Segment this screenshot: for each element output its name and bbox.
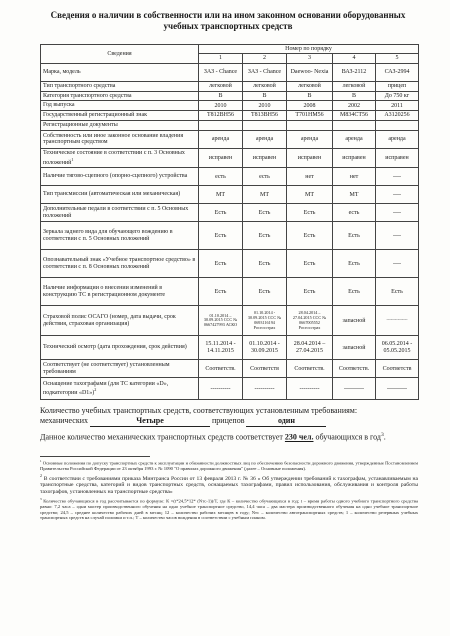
cell-value: есть xyxy=(243,168,287,186)
cell-value: 28.04.2014 – 27.04.2015 ССС № 0667005552 Росгосстрах xyxy=(287,306,333,336)
table-row xyxy=(41,222,419,250)
cell-value xyxy=(199,121,243,131)
row-label xyxy=(41,306,199,336)
summary-line1: Количество учебных транспортных средств, соответствующих установленным требованиям: xyxy=(40,406,358,415)
table-body xyxy=(41,63,419,400)
row-label-text: Категория транспортного средства xyxy=(43,92,132,99)
table-row xyxy=(41,81,419,91)
row-label xyxy=(41,81,199,91)
cell-value: Соответств xyxy=(376,360,419,378)
row-label xyxy=(41,63,199,81)
cell-value: исправен xyxy=(287,148,333,168)
cell-value: исправен xyxy=(376,148,419,168)
row-label-text: Техническое состояние в соответствии с п. 3 Основных положений xyxy=(43,149,185,166)
cell-value: ---------- xyxy=(287,378,333,400)
cell-value: 01.10.2014 – 30.09.2015 ССС № 0667427993 АСКО xyxy=(199,306,243,336)
cell-value: ЗАЗ - Chance xyxy=(243,63,287,81)
row-label-text: Тип трансмиссии (автоматическая или механическая) xyxy=(43,191,181,198)
cell-value: Т813ВН56 xyxy=(243,111,287,121)
row-label-text: Год выпуска xyxy=(43,102,75,109)
col-number: 5 xyxy=(376,54,419,63)
row-label xyxy=(41,204,199,222)
table-row xyxy=(41,204,419,222)
summary-line1-values xyxy=(40,416,418,427)
cell-value: --------------- xyxy=(376,306,419,336)
cell-value: Есть xyxy=(243,250,287,278)
cell-value: аренда xyxy=(243,130,287,148)
table-row xyxy=(41,306,419,336)
cell-value: ---------- xyxy=(199,378,243,400)
row-label-text: Тип транспортного средства xyxy=(43,82,116,89)
table-row xyxy=(41,130,419,148)
cell-value: В xyxy=(199,91,243,101)
row-label-text: Технический осмотр (дата прохождения, срок действия) xyxy=(43,344,187,351)
col-number: 2 xyxy=(243,54,287,63)
cell-value: Есть xyxy=(243,278,287,306)
cell-value: нет xyxy=(333,168,376,186)
row-label-text: Собственность или иное законное основание владения транспортным средством xyxy=(43,132,184,146)
cell-value: ---------- xyxy=(333,378,376,400)
cell-value xyxy=(243,121,287,131)
cell-value: Т701НМ56 xyxy=(287,111,333,121)
table-row xyxy=(41,101,419,111)
row-label-text: Марка, модель xyxy=(43,68,81,75)
summary-students: Данное количество механических транспортных средств соответствует 230 чел. обучающихся в год$^3$. xyxy=(40,432,386,442)
cell-value: исправен xyxy=(333,148,376,168)
row-label-text: Регистрационные документы xyxy=(43,122,118,128)
footnote xyxy=(40,459,418,472)
footnote-mark: 2 xyxy=(94,387,97,393)
table-row xyxy=(41,168,419,186)
cell-value: нет xyxy=(287,168,333,186)
footnote-mark: 1 xyxy=(40,459,42,463)
cell-value: Есть xyxy=(287,250,333,278)
cell-value: Есть xyxy=(287,278,333,306)
cell-value: исправен xyxy=(243,148,287,168)
cell-value: МТ xyxy=(287,186,333,204)
cell-value: Соответств xyxy=(243,360,287,378)
cell-value: 01.10.2014 - 30.09.2015 xyxy=(243,336,287,360)
cell-value: ВАЗ-2112 xyxy=(333,63,376,81)
cell-value: прицеп xyxy=(376,81,419,91)
footnote xyxy=(40,473,418,496)
footnote-mark: 1 xyxy=(71,156,74,162)
cell-value: 01.10.2014 - 30.09.2015 ССС № 0693116194 Росгосстрах xyxy=(243,306,287,336)
row-label-text: Дополнительные педали в соответствии с п. 5 Основных положений xyxy=(43,206,189,219)
table-row xyxy=(41,91,419,101)
cell-value: Есть xyxy=(199,222,243,250)
cell-value: 2011 xyxy=(376,101,419,111)
table-row xyxy=(41,111,419,121)
row-label xyxy=(41,336,199,360)
table-row xyxy=(41,250,419,278)
footnote xyxy=(40,497,418,521)
cell-value: 2002 xyxy=(333,101,376,111)
row-label-text: Государственный регистрационный знак xyxy=(43,112,148,119)
cell-value: Есть xyxy=(199,250,243,278)
cell-value: Соответств. xyxy=(199,360,243,378)
table-row xyxy=(41,336,419,360)
cell-value: исправен xyxy=(199,148,243,168)
cell-value: Т812ВН56 xyxy=(199,111,243,121)
cell-value: 15.11.2014 - 14.11.2015 xyxy=(199,336,243,360)
footnote-rule xyxy=(40,456,150,457)
cell-value: Есть xyxy=(333,222,376,250)
row-label xyxy=(41,186,199,204)
cell-value: Есть xyxy=(199,204,243,222)
row-label xyxy=(41,148,199,168)
document-title: Сведения о наличии в собственности или на ином законном основании оборудованных учебных транспортных средств xyxy=(50,10,406,31)
cell-value: 2010 xyxy=(243,101,287,111)
cell-value: МТ xyxy=(243,186,287,204)
cell-value: В xyxy=(333,91,376,101)
cell-value: ---- xyxy=(376,222,419,250)
row-label xyxy=(41,250,199,278)
trailer-label: прицепов xyxy=(212,416,245,425)
col-number: 1 xyxy=(199,54,243,63)
table-row xyxy=(41,186,419,204)
cell-value: САЗ-2994 xyxy=(376,63,419,81)
cell-value: Есть xyxy=(199,278,243,306)
footnote-text: В соответствии с требованиями приказа Минтранса России от 13 февраля 2013 г. № 36 « Об утверждении требований к тахографам, устанавливаемым на транспортные средства, категорий и видов транспортных средств, оснащаемых тахографами, правил использования, обслуживания и контроля работы тахографов, установленных на транспортные средства» xyxy=(40,475,418,496)
cell-value: Есть xyxy=(287,222,333,250)
cell-value: Есть xyxy=(376,278,419,306)
cell-value: ЗАЗ - Chance xyxy=(199,63,243,81)
row-label-text: Опознавательный знак «Учебное транспортное средство» в соответствии с п. 8 Основных положений xyxy=(43,257,196,270)
vehicles-table-wrap xyxy=(40,44,418,400)
students-value: 230 чел. xyxy=(284,432,314,442)
cell-value: легковой xyxy=(199,81,243,91)
summary-count xyxy=(40,406,418,427)
table-header-row xyxy=(41,45,419,54)
cell-value: легковой xyxy=(243,81,287,91)
cell-value: В xyxy=(243,91,287,101)
vehicles-table xyxy=(40,44,419,400)
cell-value: 28.04.2014 – 27.04.2015 xyxy=(287,336,333,360)
cell-value: легковой xyxy=(287,81,333,91)
table-row xyxy=(41,360,419,378)
cell-value xyxy=(287,121,333,131)
table-row xyxy=(41,121,419,131)
cell-value: аренда xyxy=(199,130,243,148)
row-label xyxy=(41,111,199,121)
row-label xyxy=(41,278,199,306)
cell-value: аренда xyxy=(333,130,376,148)
cell-value: 2010 xyxy=(199,101,243,111)
cell-value: Есть xyxy=(333,278,376,306)
cell-value: 2008 xyxy=(287,101,333,111)
row-label xyxy=(41,168,199,186)
row-label-text: Наличие тягово-сцепного (опорно-сцепного) устройства xyxy=(43,173,188,180)
table-row xyxy=(41,63,419,81)
cell-value: Есть xyxy=(243,204,287,222)
cell-value: М834СТ56 xyxy=(333,111,376,121)
cell-value: До 750 кг xyxy=(376,91,419,101)
row-label xyxy=(41,378,199,400)
row-label xyxy=(41,222,199,250)
header-label: Сведения xyxy=(41,45,199,64)
footnote-mark: 2 xyxy=(40,474,42,478)
cell-value: есть xyxy=(333,204,376,222)
cell-value: легковой xyxy=(333,81,376,91)
students-suffix: обучающихся в год xyxy=(313,432,381,442)
row-label-text: Зеркала заднего вида для обучающего вождению в соответствии с п. 5 Основных положений xyxy=(43,229,173,242)
trailer-value: один xyxy=(246,416,326,427)
row-label xyxy=(41,91,199,101)
table-row xyxy=(41,148,419,168)
cell-value: В xyxy=(287,91,333,101)
cell-value: Daewoo- Nexia xyxy=(287,63,333,81)
cell-value: Соответств. xyxy=(333,360,376,378)
mech-value: Четыре xyxy=(90,416,210,427)
cell-value: Есть xyxy=(333,250,376,278)
row-label xyxy=(41,101,199,111)
table-row xyxy=(41,378,419,400)
col-number: 3 xyxy=(287,54,333,63)
cell-value: ---- xyxy=(376,204,419,222)
cell-value: аренда xyxy=(287,130,333,148)
header-group: Номер по порядку xyxy=(199,45,419,54)
cell-value: ---------- xyxy=(243,378,287,400)
row-label-text: Оснащение тахографами (для ТС категории «D», подкатегории «D1») xyxy=(43,380,169,397)
cell-value xyxy=(376,121,419,131)
cell-value xyxy=(333,121,376,131)
cell-value: Соответств. xyxy=(287,360,333,378)
mech-label: механических xyxy=(40,416,89,425)
students-prefix: Данное количество механических транспортных средств соответствует xyxy=(40,432,285,442)
cell-value: запасной xyxy=(333,336,376,360)
cell-value: ---- xyxy=(376,186,419,204)
row-label-text: Соответствует (не соответствует) установленным требованиям xyxy=(43,362,170,375)
table-row xyxy=(41,278,419,306)
cell-value: ---- xyxy=(376,168,419,186)
cell-value: есть xyxy=(199,168,243,186)
cell-value: МТ xyxy=(199,186,243,204)
cell-value: МТ xyxy=(333,186,376,204)
row-label xyxy=(41,130,199,148)
cell-value: Есть xyxy=(287,204,333,222)
row-label-text: Наличие информации о внесении изменений в конструкцию ТС в регистрационном документе xyxy=(43,285,166,298)
col-number: 4 xyxy=(333,54,376,63)
footnote-text: Основные положения по допуску транспортных средств к эксплуатации и обязанности должностных лиц по обеспечению безопасности дорожного движения, утвержденные Постановлением Правительства Российской Федерации от 23 октября 1993 г. № 1090 "О правилах дорожного движения" (далее – Основные положения). xyxy=(40,460,418,472)
row-label xyxy=(41,121,199,131)
cell-value: Есть xyxy=(243,222,287,250)
cell-value: ---- xyxy=(376,250,419,278)
row-label xyxy=(41,360,199,378)
cell-value: ---------- xyxy=(376,378,419,400)
cell-value: А3120256 xyxy=(376,111,419,121)
footnote-mark: 3 xyxy=(380,432,384,438)
row-label-text: Страховой полис ОСАГО (номер, дата выдачи, срок действия, страховая организация) xyxy=(43,314,176,327)
cell-value: аренда xyxy=(376,130,419,148)
cell-value: запасной xyxy=(333,306,376,336)
cell-value: 06.05.2014 - 05.05.2015 xyxy=(376,336,419,360)
footnote-text: Количество обучающихся в год рассчитывается по формуле: К =(t*24,5*12* (Nтс-1))/Т, где К – количество обучающихся в год; t – время работы одного учебного транспортного средства равно: 7,2 часа – одни мастер производственного обучения на одно учебное транспортное средство, 14,4 часа – два мастера производственного обучения на одно учебное транспортное средство; 24,5 – среднее количество рабочих дней в месяц; 12 – количество рабочих месяцев в году; Nтс – количество автотранспортных средств; 1 – количество резервных учебных транспортных средств на случай поломки и т.п.; Т – количество часов вождения в соответствии с учебным планом. xyxy=(40,498,418,521)
footnote-mark: 3 xyxy=(40,497,42,501)
